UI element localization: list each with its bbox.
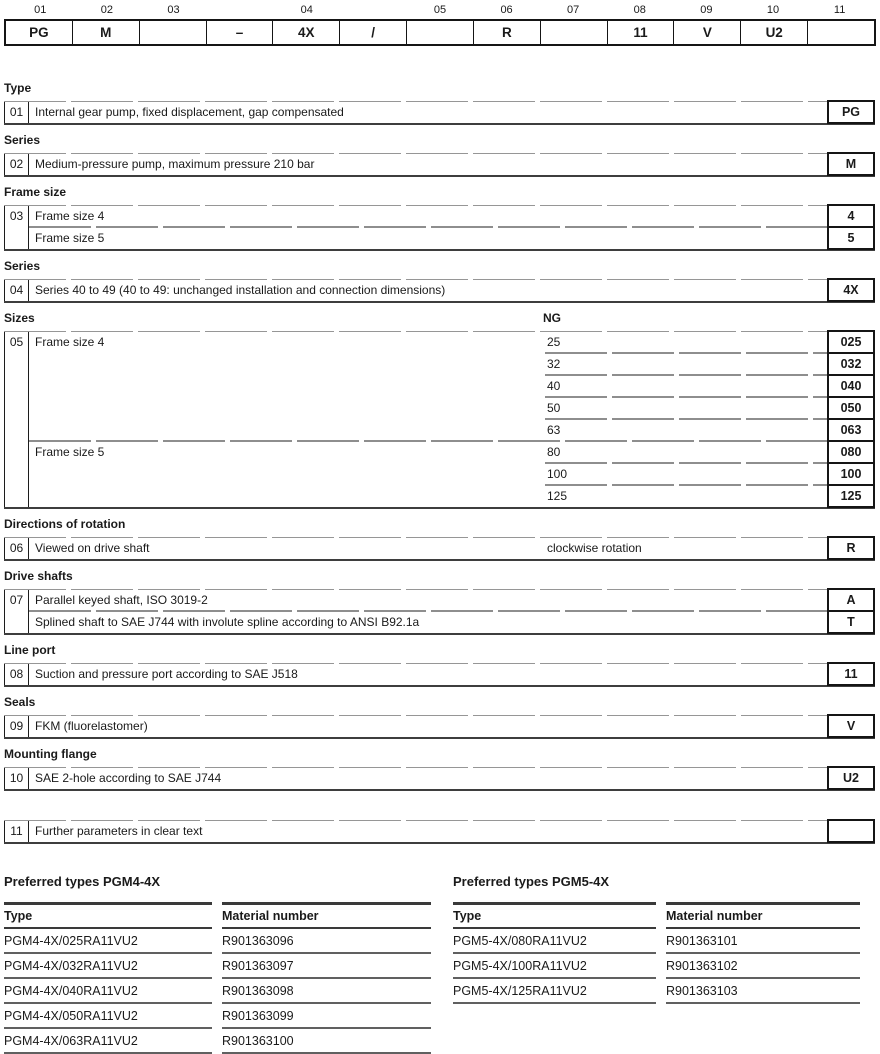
row-description: Medium-pressure pump, maximum pressure 210 bar: [35, 157, 315, 171]
code-section-04: [4, 259, 875, 303]
code-section-09: [4, 695, 875, 739]
code-row: [29, 375, 875, 397]
order-code-cell: PG: [6, 21, 73, 44]
section-heading-row: [4, 643, 875, 657]
type-cell: PGM5-4X/125RA11VU2: [453, 979, 656, 1004]
row-code-box: R: [827, 536, 875, 560]
preferred-table-grid: [4, 902, 431, 1054]
row-description: Frame size 5: [35, 231, 105, 245]
row-number: 03: [4, 205, 29, 249]
code-sections: [4, 81, 875, 844]
code-row: [29, 663, 875, 685]
row-description: Viewed on drive shaft: [35, 541, 150, 555]
row-code-box: 5: [827, 226, 875, 250]
row-code-box: 125: [827, 484, 875, 508]
row-code-box: 080: [827, 440, 875, 464]
row-number: 11: [4, 820, 29, 842]
material-number-cell: R901363102: [666, 954, 860, 979]
code-row: [29, 611, 875, 633]
preferred-table-grid: [453, 902, 860, 1004]
code-block: [4, 537, 875, 561]
column-header: Material number: [666, 902, 860, 929]
row-number: 09: [4, 715, 29, 737]
order-code-cell: U2: [741, 21, 808, 44]
order-code-cell: –: [207, 21, 274, 44]
section-heading: Series: [4, 133, 41, 147]
row-number: 10: [4, 767, 29, 789]
order-code-cell: [541, 21, 608, 44]
section-heading: Directions of rotation: [4, 517, 126, 531]
code-rows: [29, 153, 875, 175]
section-heading: Frame size: [4, 185, 67, 199]
code-section-08: [4, 643, 875, 687]
code-row: [29, 397, 875, 419]
type-cell: PGM4-4X/025RA11VU2: [4, 929, 212, 954]
ng-size-value: 50: [547, 401, 561, 415]
preferred-table-pgm5: [453, 874, 860, 1054]
order-col-header: 09: [700, 4, 713, 16]
ordering-code-header-row: [4, 3, 876, 19]
type-cell: PGM4-4X/040RA11VU2: [4, 979, 212, 1004]
section-heading-row: [4, 695, 875, 709]
preferred-table-title: Preferred types PGM4-4X: [4, 874, 161, 889]
code-row: [29, 205, 875, 227]
code-block: [4, 663, 875, 687]
code-block: [4, 205, 875, 251]
code-section-01: [4, 81, 875, 125]
type-cell: PGM4-4X/050RA11VU2: [4, 1004, 212, 1029]
order-col-header: 03: [167, 4, 180, 16]
code-section-11: [4, 820, 875, 844]
code-row: [29, 715, 875, 737]
ng-size-value: 125: [547, 489, 568, 503]
order-col-header: 11: [833, 4, 846, 16]
row-number: 08: [4, 663, 29, 685]
code-row: [29, 227, 875, 249]
code-section-03: [4, 185, 875, 251]
code-block: [4, 331, 875, 509]
order-col-header: 07: [567, 4, 580, 16]
row-code-box: V: [827, 714, 875, 738]
section-heading-row: [4, 259, 875, 273]
row-description: Series 40 to 49 (40 to 49: unchanged installation and connection dimensions): [35, 283, 446, 297]
order-code-cell: [140, 21, 207, 44]
section-heading: Type: [4, 81, 32, 95]
row-code-box: 11: [827, 662, 875, 686]
ordering-code-value-row: [4, 19, 876, 46]
row-code-box: PG: [827, 100, 875, 124]
code-rows: [29, 715, 875, 737]
material-number-cell: R901363096: [222, 929, 431, 954]
ordering-code-table: [4, 3, 876, 46]
section-heading: Seals: [4, 695, 36, 709]
section-heading-row: [4, 311, 875, 325]
code-section-05: [4, 311, 875, 509]
order-col-header: 02: [100, 4, 114, 16]
row-code-box: U2: [827, 766, 875, 790]
code-row: [29, 279, 875, 301]
order-code-cell: R: [474, 21, 541, 44]
row-number: 06: [4, 537, 29, 559]
code-block: [4, 767, 875, 791]
row-number: 04: [4, 279, 29, 301]
order-col-header: 04: [300, 4, 313, 16]
code-block: [4, 153, 875, 177]
row-code-box: [827, 819, 875, 843]
order-code-cell: 4X: [273, 21, 340, 44]
row-code-box: A: [827, 588, 875, 612]
row-number: 02: [4, 153, 29, 175]
row-description: Parallel keyed shaft, ISO 3019-2: [35, 593, 208, 607]
row-mid-text: clockwise rotation: [547, 541, 642, 555]
code-rows: [29, 279, 875, 301]
ng-size-value: 80: [547, 445, 561, 459]
section-heading: Series: [4, 259, 41, 273]
row-description: Splined shaft to SAE J744 with involute spline according to ANSI B92.1a: [35, 615, 420, 629]
type-cell: PGM4-4X/032RA11VU2: [4, 954, 212, 979]
ng-size-value: 40: [547, 379, 561, 393]
type-cell: PGM5-4X/100RA11VU2: [453, 954, 656, 979]
row-description: Frame size 4: [35, 209, 105, 223]
code-rows: [29, 820, 875, 842]
order-col-header: 08: [633, 4, 646, 16]
column-header: Type: [4, 902, 212, 929]
material-number-cell: R901363097: [222, 954, 431, 979]
material-number-cell: R901363100: [222, 1029, 431, 1054]
order-col-header: 01: [34, 4, 47, 16]
section-heading: Mounting flange: [4, 747, 97, 761]
code-row: [29, 767, 875, 789]
ng-size-value: 63: [547, 423, 561, 437]
section-heading: Sizes: [4, 311, 35, 325]
code-rows: [29, 331, 875, 507]
order-code-cell: [808, 21, 874, 44]
code-rows: [29, 663, 875, 685]
code-row: [29, 419, 875, 441]
preferred-types-area: [4, 874, 875, 1054]
row-number: 01: [4, 101, 29, 123]
row-description: SAE 2-hole according to SAE J744: [35, 771, 222, 785]
preferred-table-pgm4: [4, 874, 431, 1054]
ng-size-value: 32: [547, 357, 561, 371]
row-code-box: M: [827, 152, 875, 176]
material-number-cell: R901363103: [666, 979, 860, 1004]
code-row: [29, 353, 875, 375]
type-cell: PGM4-4X/063RA11VU2: [4, 1029, 212, 1054]
code-rows: [29, 537, 875, 559]
order-col-header: 10: [766, 4, 780, 16]
code-rows: [29, 101, 875, 123]
code-section-07: [4, 569, 875, 635]
code-row: [29, 441, 875, 463]
order-code-cell: [407, 21, 474, 44]
code-row: [29, 463, 875, 485]
order-col-header: [340, 3, 407, 19]
row-code-box: 100: [827, 462, 875, 486]
ng-size-value: 25: [547, 335, 561, 349]
row-code-box: 063: [827, 418, 875, 442]
code-row: [29, 331, 875, 353]
row-code-box: 4: [827, 204, 875, 228]
row-code-box: 040: [827, 374, 875, 398]
code-block: [4, 715, 875, 739]
code-row: [29, 589, 875, 611]
group-label: Frame size 4: [35, 335, 105, 349]
row-description: FKM (fluorelastomer): [35, 719, 148, 733]
code-row: [29, 820, 875, 842]
code-row: [29, 537, 875, 559]
code-row: [29, 101, 875, 123]
row-code-box: T: [827, 610, 875, 634]
order-code-cell: V: [674, 21, 741, 44]
column-header: Material number: [222, 902, 431, 929]
row-code-box: 032: [827, 352, 875, 376]
order-code-cell: 11: [608, 21, 675, 44]
section-heading-row: [4, 185, 875, 199]
order-code-cell: M: [73, 21, 140, 44]
order-col-header: 06: [500, 4, 513, 16]
ng-column-heading: NG: [543, 311, 561, 325]
code-rows: [29, 767, 875, 789]
code-rows: [29, 205, 875, 249]
row-description: Internal gear pump, fixed displacement, gap compensated: [35, 105, 344, 119]
material-number-cell: R901363101: [666, 929, 860, 954]
order-col-header: 05: [433, 4, 447, 16]
material-number-cell: R901363099: [222, 1004, 431, 1029]
code-block: [4, 820, 875, 844]
code-block: [4, 589, 875, 635]
code-row: [29, 153, 875, 175]
section-heading-row: [4, 81, 875, 95]
code-section-02: [4, 133, 875, 177]
section-heading-row: [4, 133, 875, 147]
code-section-06: [4, 517, 875, 561]
row-number: 07: [4, 589, 29, 633]
section-heading-row: [4, 569, 875, 583]
code-block: [4, 101, 875, 125]
preferred-table-title: Preferred types PGM5-4X: [453, 874, 610, 889]
code-block: [4, 279, 875, 303]
row-code-box: 4X: [827, 278, 875, 302]
row-code-box: 050: [827, 396, 875, 420]
section-heading: Line port: [4, 643, 56, 657]
order-code-cell: /: [340, 21, 407, 44]
code-section-10: [4, 747, 875, 791]
ng-size-value: 100: [547, 467, 568, 481]
column-header: Type: [453, 902, 656, 929]
group-label: Frame size 5: [35, 445, 105, 459]
row-number: 05: [4, 331, 29, 507]
code-rows: [29, 589, 875, 633]
row-description: Further parameters in clear text: [35, 824, 203, 838]
section-heading-row: [4, 747, 875, 761]
material-number-cell: R901363098: [222, 979, 431, 1004]
type-cell: PGM5-4X/080RA11VU2: [453, 929, 656, 954]
section-heading: Drive shafts: [4, 569, 73, 583]
order-col-header: [207, 3, 274, 19]
row-code-box: 025: [827, 330, 875, 354]
row-description: Suction and pressure port according to SAE J518: [35, 667, 298, 681]
code-row: [29, 485, 875, 507]
section-heading-row: [4, 517, 875, 531]
